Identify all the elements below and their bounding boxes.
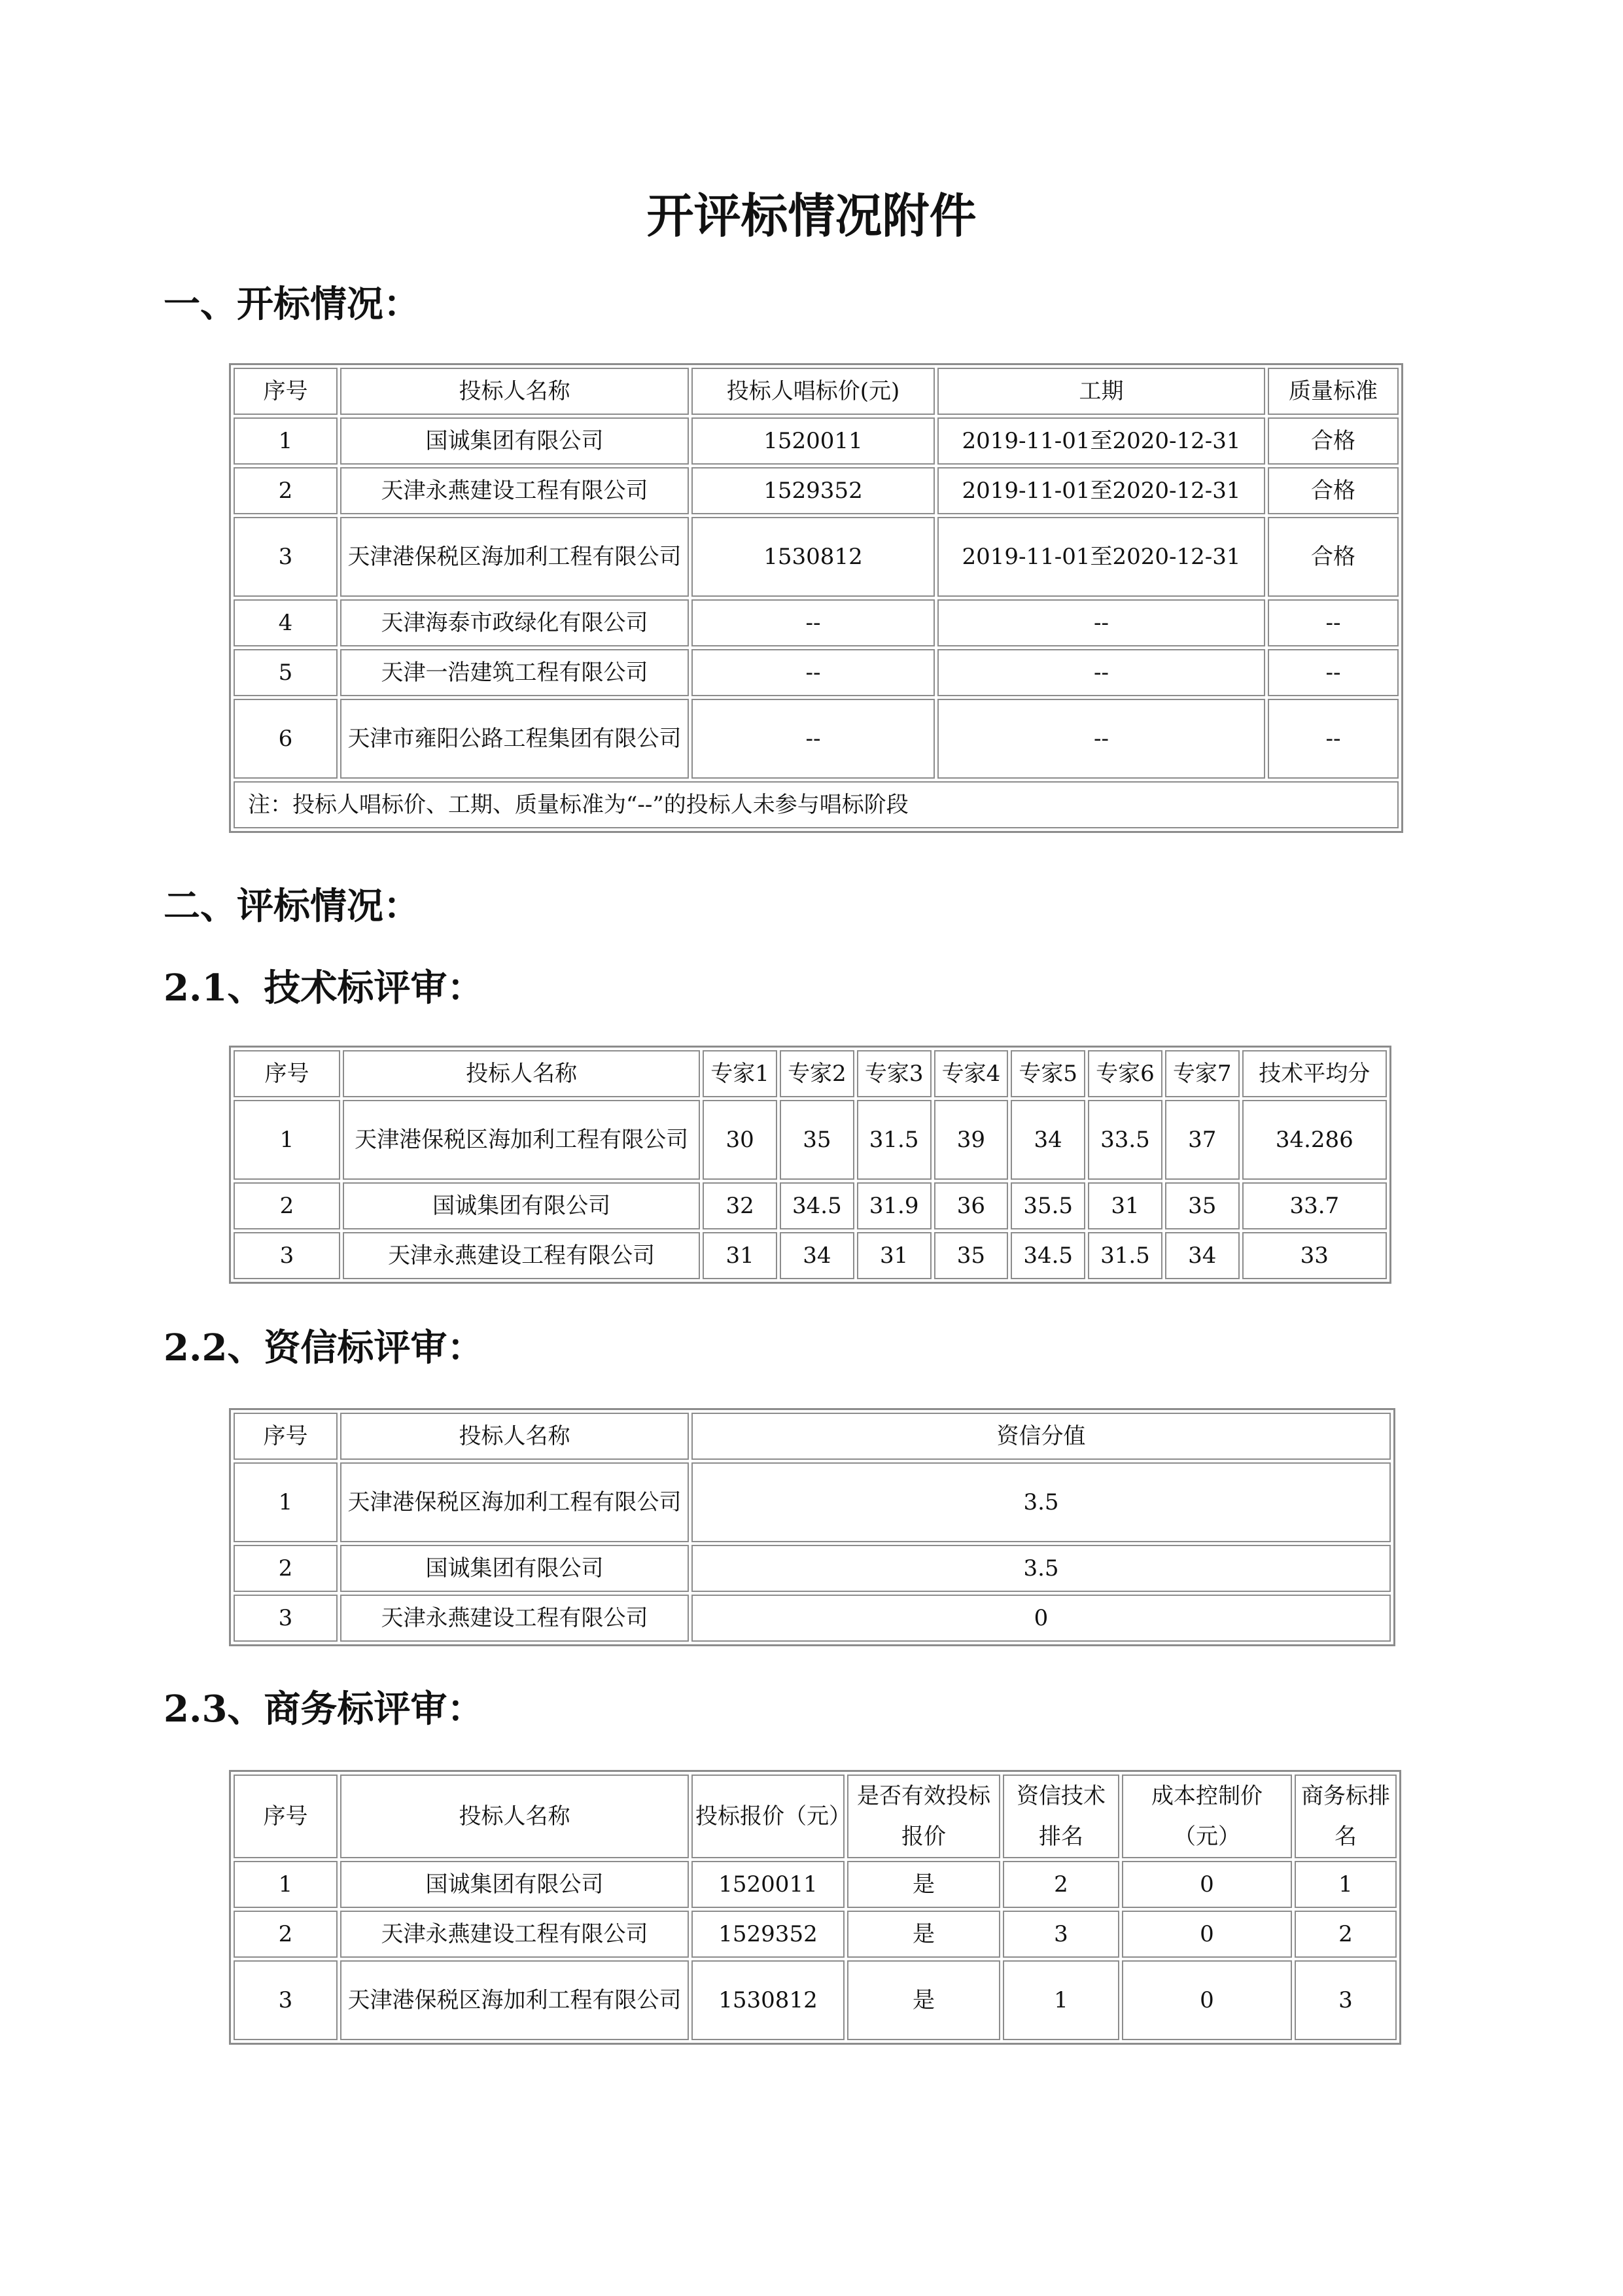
- table-cell: 34: [780, 1232, 854, 1279]
- table-row: [234, 467, 1399, 514]
- column-header: 工期: [937, 368, 1265, 415]
- table-cell: 1: [234, 417, 338, 465]
- column-header: 投标人名称: [343, 1050, 700, 1097]
- table-cell: 天津一浩建筑工程有限公司: [340, 649, 689, 696]
- opening-table: [229, 363, 1403, 833]
- column-header: 商务标排名: [1295, 1775, 1397, 1858]
- table-cell: 30: [703, 1100, 777, 1180]
- table-cell: 32: [703, 1182, 777, 1229]
- table-cell: 2019-11-01至2020-12-31: [937, 417, 1265, 465]
- table-cell: 0: [1122, 1960, 1292, 2040]
- table-cell: --: [937, 699, 1265, 779]
- table-cell: 3: [1003, 1911, 1119, 1958]
- table-cell: --: [691, 599, 935, 646]
- column-header: 质量标准: [1268, 368, 1399, 415]
- table-cell: 0: [1122, 1911, 1292, 1958]
- table-cell: 4: [234, 599, 338, 646]
- table-cell: 31: [857, 1232, 932, 1279]
- table-cell: 2019-11-01至2020-12-31: [937, 517, 1265, 597]
- table-cell: 0: [1122, 1861, 1292, 1908]
- column-header: 投标人名称: [340, 1775, 689, 1858]
- table-row: [234, 1232, 1387, 1279]
- table-cell: 1: [234, 1462, 338, 1542]
- column-header: 专家3: [857, 1050, 932, 1097]
- table-cell: 31: [1088, 1182, 1162, 1229]
- header-row: [234, 368, 1399, 415]
- table-cell: 35: [934, 1232, 1009, 1279]
- section-opening-heading: 一、开标情况：: [164, 283, 420, 326]
- header-row: [234, 1775, 1397, 1858]
- table-cell: 5: [234, 649, 338, 696]
- table-row: [234, 1960, 1397, 2040]
- column-header: 序号: [234, 1775, 338, 1858]
- column-header: 专家1: [703, 1050, 777, 1097]
- column-header: 投标人名称: [340, 368, 689, 415]
- table-cell: 6: [234, 699, 338, 779]
- table-cell: 35: [780, 1100, 854, 1180]
- column-header: 资信技术排名: [1003, 1775, 1119, 1858]
- table-cell: 天津永燕建设工程有限公司: [340, 1911, 689, 1958]
- table-cell: 1: [234, 1100, 340, 1180]
- table-cell: --: [937, 649, 1265, 696]
- table-cell: --: [1268, 599, 1399, 646]
- table-cell: 天津市雍阳公路工程集团有限公司: [340, 699, 689, 779]
- table-cell: 3.5: [691, 1545, 1391, 1592]
- table-row: [234, 1182, 1387, 1229]
- column-header: 资信分值: [691, 1413, 1391, 1460]
- table-cell: --: [1268, 649, 1399, 696]
- table-cell: 2: [1295, 1911, 1397, 1958]
- table-row: [234, 699, 1399, 779]
- table-cell: 1: [234, 1861, 338, 1908]
- table-row: [234, 649, 1399, 696]
- table-cell: 33.5: [1088, 1100, 1162, 1180]
- table-cell: 3: [234, 1960, 338, 2040]
- table-cell: 1530812: [691, 517, 935, 597]
- table-cell: 天津港保税区海加利工程有限公司: [340, 1462, 689, 1542]
- column-header: 专家6: [1088, 1050, 1162, 1097]
- table-cell: 34.5: [780, 1182, 854, 1229]
- section-commercial-heading: 2.3、商务标评审：: [164, 1687, 484, 1731]
- table-cell: 1529352: [691, 467, 935, 514]
- table-row: [234, 599, 1399, 646]
- section-credit-heading: 2.2、资信标评审：: [164, 1326, 484, 1369]
- column-header: 投标报价（元）: [691, 1775, 845, 1858]
- table-cell: 2: [234, 1911, 338, 1958]
- column-header: 投标人唱标价(元): [691, 368, 935, 415]
- table-cell: 31: [703, 1232, 777, 1279]
- table-cell: 2: [234, 1182, 340, 1229]
- table-cell: 1: [1295, 1861, 1397, 1908]
- table-cell: 天津海泰市政绿化有限公司: [340, 599, 689, 646]
- header-row: [234, 1413, 1391, 1460]
- table-cell: --: [937, 599, 1265, 646]
- table-cell: 2019-11-01至2020-12-31: [937, 467, 1265, 514]
- section-evaluation-heading: 二、评标情况：: [164, 885, 420, 928]
- table-cell: 31.9: [857, 1182, 932, 1229]
- technical-table: [229, 1046, 1391, 1284]
- table-cell: 天津永燕建设工程有限公司: [340, 467, 689, 514]
- commercial-table: [229, 1770, 1401, 2045]
- column-header: 专家7: [1165, 1050, 1240, 1097]
- table-cell: 天津港保税区海加利工程有限公司: [343, 1100, 700, 1180]
- table-cell: 是: [847, 1861, 1000, 1908]
- credit-table: [229, 1408, 1395, 1646]
- document-title: 开评标情况附件: [646, 188, 977, 243]
- note-row: [234, 781, 1399, 828]
- table-row: [234, 1100, 1387, 1180]
- table-cell: 3: [234, 517, 338, 597]
- table-cell: 天津永燕建设工程有限公司: [340, 1595, 689, 1642]
- table-cell: 国诚集团有限公司: [340, 1861, 689, 1908]
- table-cell: 35: [1165, 1182, 1240, 1229]
- column-header: 专家4: [934, 1050, 1009, 1097]
- table-cell: 合格: [1268, 417, 1399, 465]
- table-cell: 34: [1165, 1232, 1240, 1279]
- table-row: [234, 1462, 1391, 1542]
- table-cell: 2: [234, 467, 338, 514]
- table-row: [234, 517, 1399, 597]
- table-cell: 31.5: [857, 1100, 932, 1180]
- table-cell: 1520011: [691, 1861, 845, 1908]
- table-cell: 天津港保税区海加利工程有限公司: [340, 517, 689, 597]
- table-cell: 31.5: [1088, 1232, 1162, 1279]
- header-row: [234, 1050, 1387, 1097]
- table-cell: 0: [691, 1595, 1391, 1642]
- table-row: [234, 1595, 1391, 1642]
- table-cell: 33.7: [1242, 1182, 1387, 1229]
- table-cell: 2: [234, 1545, 338, 1592]
- column-header: 专家2: [780, 1050, 854, 1097]
- table-cell: 1530812: [691, 1960, 845, 2040]
- column-header: 序号: [234, 1050, 340, 1097]
- table-cell: 是: [847, 1911, 1000, 1958]
- table-cell: 33: [1242, 1232, 1387, 1279]
- table-cell: 3.5: [691, 1462, 1391, 1542]
- table-cell: 34.286: [1242, 1100, 1387, 1180]
- table-cell: --: [1268, 699, 1399, 779]
- table-cell: 合格: [1268, 517, 1399, 597]
- table-cell: 3: [234, 1232, 340, 1279]
- table-cell: 合格: [1268, 467, 1399, 514]
- column-header: 专家5: [1011, 1050, 1085, 1097]
- column-header: 成本控制价（元）: [1122, 1775, 1292, 1858]
- table-cell: 1529352: [691, 1911, 845, 1958]
- table-cell: 2: [1003, 1861, 1119, 1908]
- table-row: [234, 1911, 1397, 1958]
- column-header: 序号: [234, 368, 338, 415]
- table-row: [234, 1861, 1397, 1908]
- table-cell: 国诚集团有限公司: [340, 1545, 689, 1592]
- table-cell: 39: [934, 1100, 1009, 1180]
- column-header: 投标人名称: [340, 1413, 689, 1460]
- section-technical-heading: 2.1、技术标评审：: [164, 966, 484, 1010]
- column-header: 是否有效投标报价: [847, 1775, 1000, 1858]
- table-cell: 35.5: [1011, 1182, 1085, 1229]
- table-cell: 1: [1003, 1960, 1119, 2040]
- table-cell: 天津永燕建设工程有限公司: [343, 1232, 700, 1279]
- table-cell: 天津港保税区海加利工程有限公司: [340, 1960, 689, 2040]
- column-header: 技术平均分: [1242, 1050, 1387, 1097]
- table-cell: --: [691, 649, 935, 696]
- table-row: [234, 417, 1399, 465]
- table-row: [234, 1545, 1391, 1592]
- table-cell: 1520011: [691, 417, 935, 465]
- table-cell: 3: [1295, 1960, 1397, 2040]
- table-cell: 34: [1011, 1100, 1085, 1180]
- table-cell: 36: [934, 1182, 1009, 1229]
- table-cell: 37: [1165, 1100, 1240, 1180]
- table-cell: 国诚集团有限公司: [343, 1182, 700, 1229]
- table-cell: 34.5: [1011, 1232, 1085, 1279]
- table-cell: 3: [234, 1595, 338, 1642]
- table-note: 注：投标人唱标价、工期、质量标准为“--”的投标人未参与唱标阶段: [234, 781, 1399, 828]
- table-cell: --: [691, 699, 935, 779]
- table-cell: 国诚集团有限公司: [340, 417, 689, 465]
- table-cell: 是: [847, 1960, 1000, 2040]
- column-header: 序号: [234, 1413, 338, 1460]
